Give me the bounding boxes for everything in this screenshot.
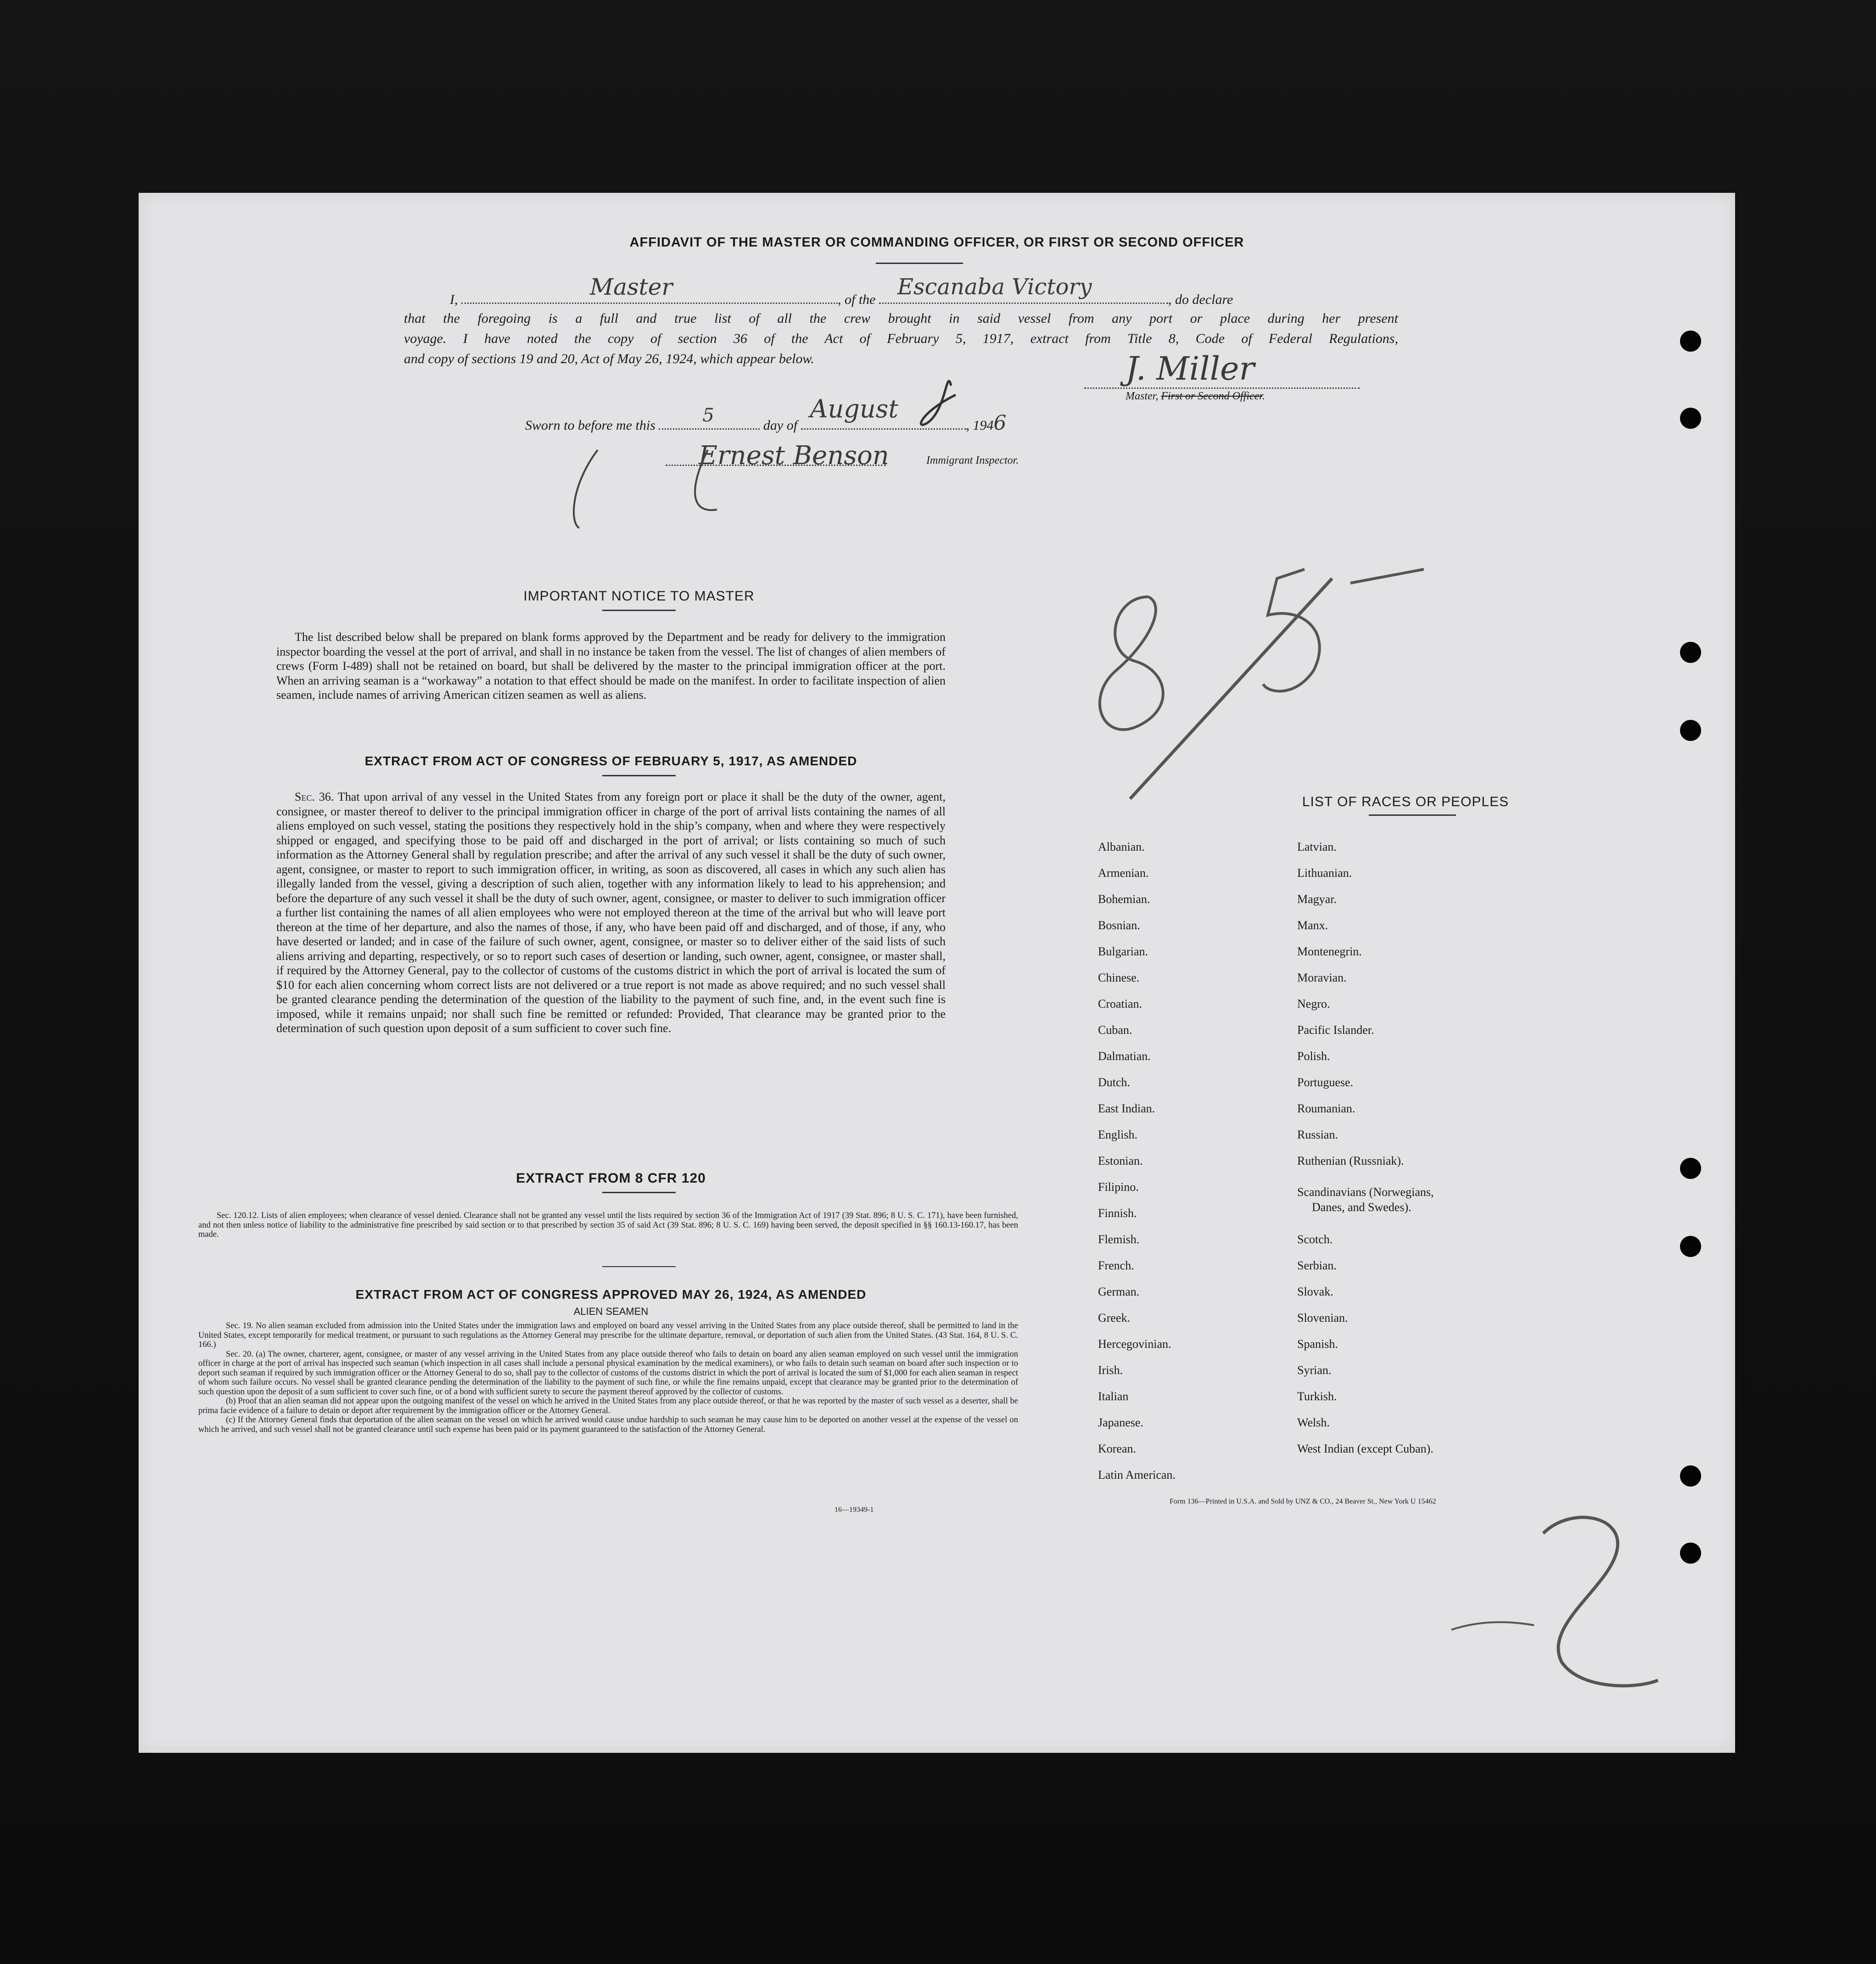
race-item: Pacific Islander. [1297,1023,1374,1037]
master-name-handwriting: Master [590,274,673,300]
year-prefix: , 194 [966,418,994,433]
alien-seamen-subheading: ALIEN SEAMEN [573,1306,649,1317]
extract-1924-heading: EXTRACT FROM ACT OF CONGRESS APPROVED MAY 26, 1924, AS AMENDED [355,1287,867,1302]
race-item: Finnish. [1098,1206,1137,1220]
extract-cfr-heading: EXTRACT FROM 8 CFR 120 [516,1171,706,1186]
race-item: Turkish. [1297,1390,1337,1403]
race-item: Portuguese. [1297,1076,1354,1089]
race-item: Bohemian. [1098,892,1150,906]
page-number-underline [1451,1622,1534,1630]
sec-20c-text: (c) If the Attorney General finds that deportation of the alien seaman on the vessel on which he arrived would cause undue hardship to such seaman he may cause him to be deported on another vessel at the expense of the vessel on which he arrived, and such vessel shall not be granted clearance until such expense has been paid or its payment guaranteed to the satisfaction of the Attorney General. [198,1415,1018,1434]
race-item: Japanese. [1098,1416,1143,1429]
handwritten-five [1263,569,1320,691]
signature-caption-end: . [1262,390,1265,402]
sec-36-label: Sec. 36. [295,790,334,803]
race-item: Roumanian. [1297,1102,1355,1115]
day-handwriting: 5 [702,405,714,426]
race-item: Welsh. [1297,1416,1330,1429]
extract-1917-text [276,790,946,1036]
extract-1924-text [198,1321,1018,1434]
race-item: Danes, and Swedes). [1312,1201,1411,1214]
race-item: Armenian. [1098,866,1149,880]
punch-hole [1680,1158,1701,1179]
affidavit-line-2: that the foregoing is a full and true list of all the crew brought in said vessel from any port or place during her present [404,311,1398,326]
handwritten-page-number [1543,1517,1658,1686]
race-item: Montenegrin. [1297,945,1362,958]
race-item: Bosnian. [1098,919,1140,932]
race-item: Slovenian. [1297,1311,1348,1324]
affidavit-line-3: voyage. I have noted the copy of section 36 of the Act of February 5, 1917, extract from Title 8, Code of Federal Regulations, [404,331,1398,346]
signature-caption-struck: First or Second Officer [1161,390,1262,402]
race-item: Estonian. [1098,1154,1143,1167]
races-heading: LIST OF RACES OR PEOPLES [1302,794,1509,809]
race-item: Greek. [1098,1311,1131,1324]
printer-imprint: Form 136—Printed in U.S.A. and Sold by UNZ & CO., 24 Beaver St., New York U 15462 [1170,1498,1436,1505]
race-item: Scandinavians (Norwegians, [1297,1185,1434,1199]
day-of-label: day of [763,418,798,433]
race-item: Croatian. [1098,997,1142,1010]
race-item: Latvian. [1297,840,1337,853]
race-item: Chinese. [1098,971,1140,984]
inspector-flourish-right [695,450,717,510]
race-item: French. [1098,1259,1134,1272]
race-item: Negro. [1297,997,1330,1010]
race-item: Lithuanian. [1297,866,1352,880]
race-item: Hercegovinian. [1098,1337,1171,1351]
affidavit-line-4: and copy of sections 19 and 20, Act of May 26, 1924, which appear below. [404,351,814,366]
race-item: Moravian. [1297,971,1347,984]
punch-hole [1680,720,1701,741]
inspector-signature: Ernest Benson [699,441,889,471]
races-rule [1369,814,1456,816]
extract-cfr-rule [602,1192,676,1193]
race-item: Polish. [1297,1049,1330,1063]
race-item: Albanian. [1098,840,1145,853]
affidavit-heading: AFFIDAVIT OF THE MASTER OR COMMANDING OFFICER, OR FIRST OR SECOND OFFICER [629,235,1244,250]
vessel-name-handwriting: Escanaba Victory [897,274,1092,300]
race-item: Scotch. [1297,1233,1333,1246]
form-code: 16—19349-1 [834,1506,874,1514]
inspector-flourish-left [574,450,598,528]
extract-1917-rule [602,775,676,776]
race-item: Slovak. [1297,1285,1333,1298]
do-declare-label: , do declare [1168,292,1233,307]
race-item: Dutch. [1098,1076,1131,1089]
notice-rule [602,610,676,611]
handwritten-eight [1100,597,1163,729]
handwritten-dash [1350,569,1424,583]
race-item: Dalmatian. [1098,1049,1151,1063]
race-item: Manx. [1297,919,1328,932]
sec-36-body: That upon arrival of any vessel in the United States from any foreign port or place it shall be the duty of the owner, agent, consignee, or master thereof to deliver to the principal immigration officer in charge of the port of arrival lists containing the names of all aliens employed on such vessel, stating the positions they respectively hold in the ship’s company, when and where they were respectively shipped or engaged, and specifying those to be paid off and discharged in the port of arrival; or lists containing so much of such information as the Attorney General shall by regulation prescribe; and after the arrival of any such vessel it shall be the duty of such owner, agent, consignee, or master to report to such immigration officer, in writing, as soon as discovered, all cases in which any such alien has illegally landed from the vessel, giving a description of such alien, together with any information likely to lead to his apprehension; and before the departure of any such vessel it shall be the duty of such owner, agent, consignee, or master to deliver to such immigration officer a further list containing the names of all alien employees who were not employed thereon at the time of the arrival but who will leave port thereon at the time of her departure, and also the names of those, if any, who have been paid off and discharged, and of those, if any, who have deserted or landed; and in case of the failure of such owner, agent, consignee, or master so to deliver either of the said lists of such aliens arriving and departing, respectively, or so to report such cases of desertion or landing, such owner, agent, consignee, or master shall, if required by the Attorney General, pay to the collector of customs of the customs district in which the port of arrival is located the sum of $10 for each alien concerning whom correct lists are not delivered or a true report is not made as above required; and no such vessel shall be granted clearance pending the determination of the question of the liability to the payment of such fine, and, in the event such fine is imposed, while it remains unpaid; nor shall such fine be remitted or refunded: Provided, That clearance may be granted prior to the determination of such question upon deposit of a sum sufficient to cover such fine. [276,790,946,1035]
signature-flourish [921,381,956,425]
race-item: Russian. [1297,1128,1338,1141]
race-item: Spanish. [1297,1337,1338,1351]
race-item: Serbian. [1297,1259,1337,1272]
slash-stroke [1130,578,1332,799]
race-item: English. [1098,1128,1137,1141]
punch-hole [1680,642,1701,663]
race-item: Bulgarian. [1098,945,1148,958]
month-handwriting: August [810,394,899,423]
race-item: Ruthenian (Russniak). [1297,1154,1404,1167]
punch-hole [1680,331,1701,352]
signature-caption-master: Master, [1126,390,1161,402]
year-handwriting: 6 [993,411,1007,435]
master-signature: J. Miller [1126,350,1254,387]
sec-20b-text: (b) Proof that an alien seaman did not appear upon the outgoing manifest of the vessel on which he arrived in the United States from any place outside thereof, or that he was reported by the master of such vessel as a deserter, shall be prima facie evidence of a failure to detain or deport after requirement by the immigration officer or the Attorney General. [198,1397,1018,1415]
notice-heading: IMPORTANT NOTICE TO MASTER [523,589,755,604]
punch-hole [1680,1236,1701,1257]
punch-hole [1680,1543,1701,1564]
extract-1917-heading: EXTRACT FROM ACT OF CONGRESS OF FEBRUARY 5, 1917, AS AMENDED [364,754,857,768]
i-label: I, [450,292,458,307]
sworn-label: Sworn to before me this [525,418,655,433]
race-item: West Indian (except Cuban). [1297,1442,1434,1455]
race-item: Cuban. [1098,1023,1132,1037]
notice-text: The list described below shall be prepared on blank forms approved by the Department and be ready for delivery to the immigration inspector boarding the vessel at the port of arrival, and shall in no instance be taken from the vessel. The list of changes of alien members of crews (Form I-489) shall not be retained on board, but shall be delivered by the master to the principal immigration officer at the port. When an arriving seaman is a “workaway” a notation to that effect should be made on the manifest. In order to facilitate inspection of alien seamen, include names of arriving American citizen seamen as well as aliens. [276,630,946,701]
race-item: Irish. [1098,1364,1123,1377]
of-the-label: , of the [838,292,876,307]
race-item: East Indian. [1098,1102,1155,1115]
sec-20a-text: Sec. 20. (a) The owner, charterer, agent, consignee, or master of any vessel arriving in the United States from any place outside thereof who fails to detain on board any alien seaman employed on such vessel until the immigration officer in charge at the port of arrival has inspected such seaman (which inspection in all cases shall include a personal physical examination by the medical examiners), or who fails to detain such seaman on board after such inspection or to deport such seaman if required by such immigration officer or the Attorney General to do so, shall pay to the collector of customs of the customs district in which the port of arrival is located the sum of $1,000 for each alien seaman in respect of whom such failure occurs. No vessel shall be granted clearance pending the determination of the liability to the payment of such fine, or while the fine remains unpaid, except that clearance may be granted prior to the determination of such question upon the deposit of a sum sufficient to cover such fine, or of a bond with sufficient surety to secure the payment thereof approved by the collector of customs. [198,1349,1018,1397]
race-item: Magyar. [1297,892,1337,906]
extract-cfr-text: Sec. 120.12. Lists of alien employees; when clearance of vessel denied. Clearance shall not be granted any vessel until the lists required by section 36 of the Immigration Act of 1917 (39 Stat. 896; 8 U. S. C. 171), have been furnished, and not then unless notice of liability to the administrative fine prescribed by said section or to that prescribed by section 35 of said Act (39 Stat. 896; 8 U. S. C. 169) having been served, the deposit specified in §§ 160.13-160.17, has been made. [198,1211,1018,1239]
race-item: Italian [1098,1390,1129,1403]
document-page [139,193,1735,1753]
race-item: German. [1098,1285,1140,1298]
extract-cfr-bottom-rule [602,1266,676,1267]
race-item: Korean. [1098,1442,1137,1455]
race-item: Latin American. [1098,1468,1176,1481]
punch-hole [1680,1465,1701,1487]
race-item: Flemish. [1098,1233,1140,1246]
race-item: Syrian. [1297,1364,1332,1377]
race-item: Filipino. [1098,1180,1139,1194]
inspector-caption: Immigrant Inspector. [926,455,1019,466]
sec-19-text: Sec. 19. No alien seaman excluded from admission into the United States under the immigration laws and employed on board any vessel arriving in the United States from any place outside thereof, shall be permitted to land in the United States, except temporarily for medical treatment, or pursuant to such regulations as the Attorney General may prescribe for the ultimate departure, removal, or deportation of such alien from the United States. (43 Stat. 164, 8 U. S. C. 166.) [198,1321,1018,1349]
punch-hole [1680,408,1701,429]
